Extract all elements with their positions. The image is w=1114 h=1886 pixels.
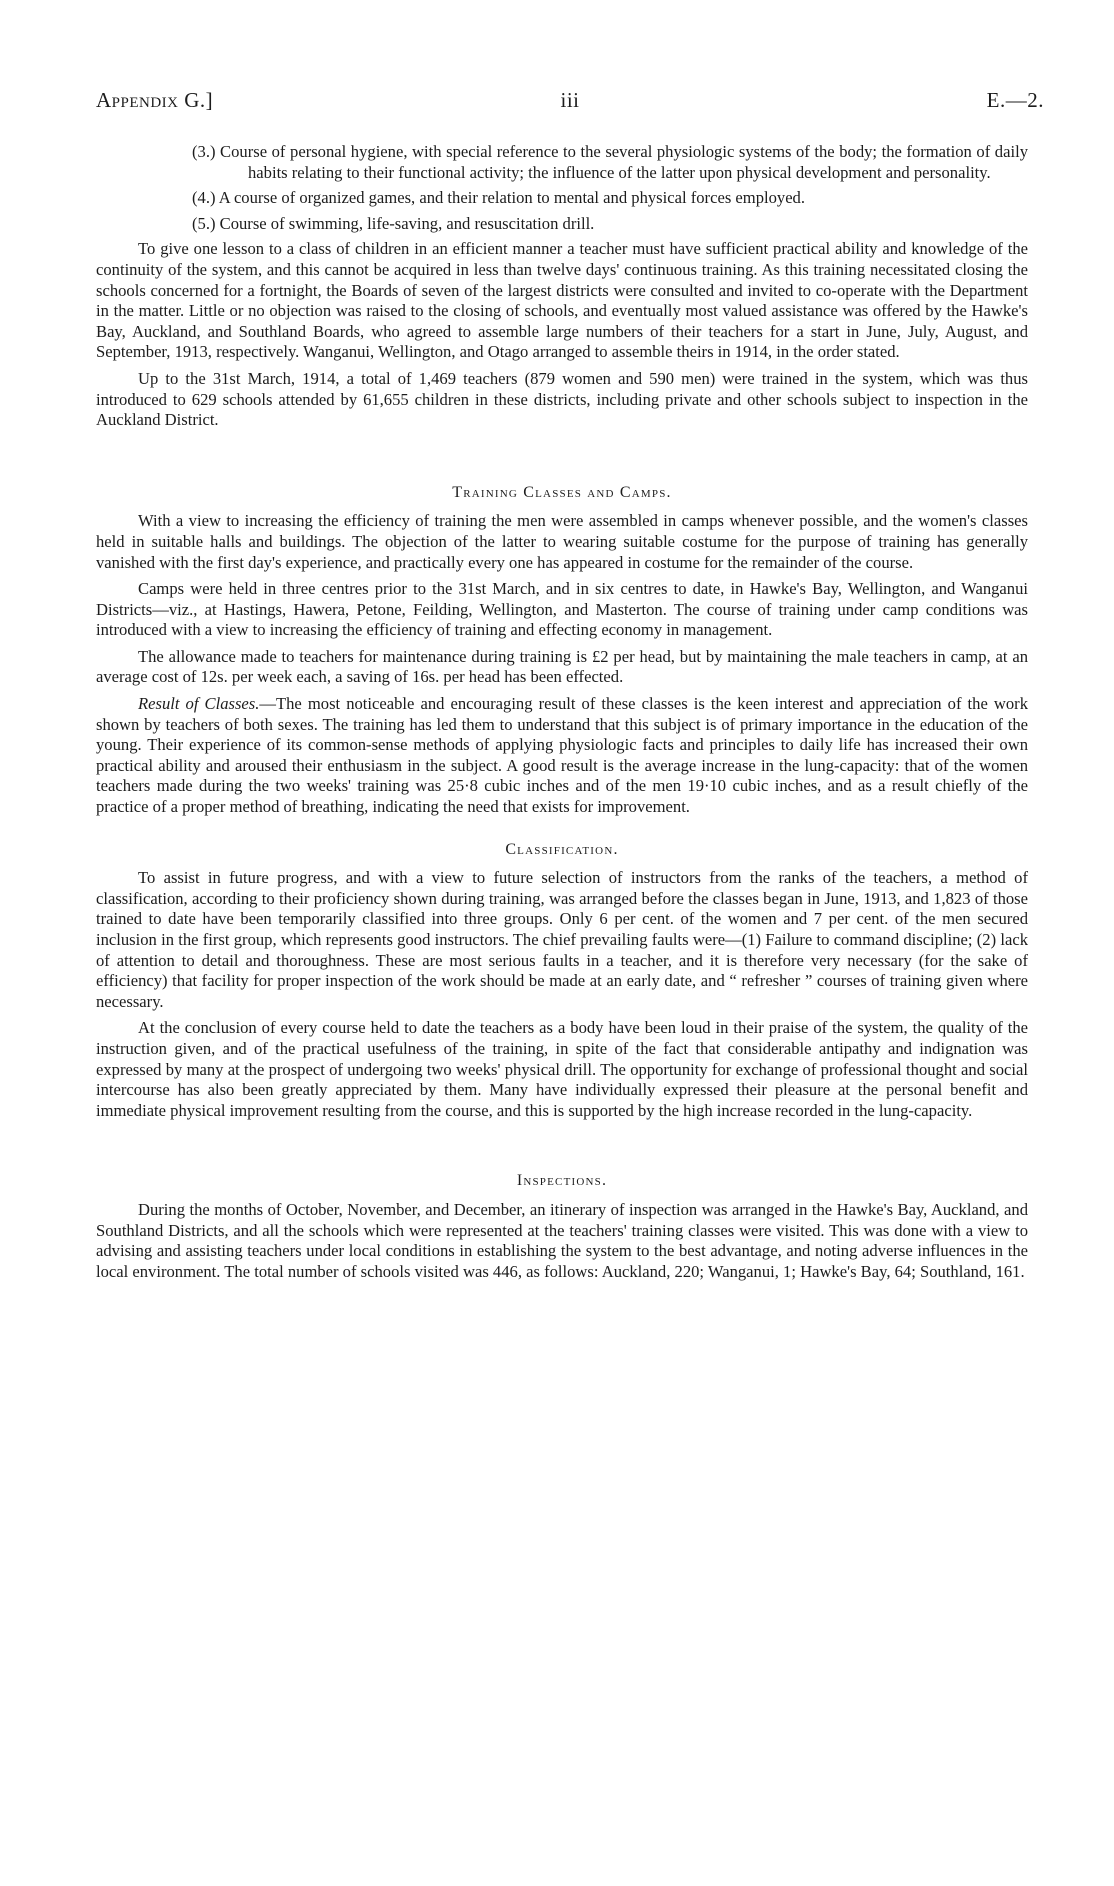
run-in-heading: Result of Classes. [138,694,260,714]
paragraph: To assist in future progress, and with a view to future selection of instructors from the ranks of the teachers, a method of classification, according to their proficiency shown during training, was arranged before the classes began in June, 1913, and 1,823 of those trained to date have been temporarily classified into three groups. Only 6 per cent. of the women and 7 per cent. of the men secured inclusion in the first group, which represents good instructors. The chief prevailing faults were—(1) Failure to command discipline; (2) lack of attention to detail and thoroughness. These are most serious faults in a teacher, and it is therefore very necessary (for the sake of efficiency) that facility for proper inspection of the work should be made at an early date, and “ refresher ” courses of training given where necessary. [96,868,1028,1011]
paragraph: During the months of October, November, and December, an itinerary of inspection was arranged in the Hawke's Bay, Auckland, and Southland Districts, and all the schools which were represented at the teachers' training classes were visited. This was done with a view to advising and assisting teachers under local conditions in establishing the system to the best advantage, and noting adverse influences in the local environment. The total number of schools visited was 446, as follows: Auckland, 220; Wanganui, 1; Hawke's Bay, 64; Southland, 161. [96,1199,1028,1281]
section-heading-inspections: Inspections. [516,1172,608,1190]
paragraph: The allowance made to teachers for maintenance during training is £2 per head, but by maintaining the male teachers in camp, at an average cost of 12s. per week each, a saving of 16s. per head has been effected. [96,646,1028,687]
page-number: iii [560,88,580,112]
paragraph: At the conclusion of every course held to date the teachers as a body have been loud in their praise of the system, the quality of the instruction given, and of the practical usefulness of the training, in spite of the fact that considerable antipathy and indignation was expressed by many at the prospect of undergoing two weeks' physical drill. The opportunity for exchange of professional thought and social intercourse has also been greatly appreciated by them. Many have individually expressed their pleasure at the personal benefit and immediate physical improvement resulting from the course, and this is supported by the high increase recorded in the lung-capacity. [96,1018,1028,1120]
list-item: (4.) A course of organized games, and their relation to mental and physical forces employed. [192,188,806,208]
paragraph-result [96,694,1028,818]
paragraph: Up to the 31st March, 1914, a total of 1,469 teachers (879 women and 590 men) were trained in the system, which was thus introduced to 629 schools attended by 61,655 children in these districts, including private and other schools subject to inspection in the Auckland District. [96,368,1028,430]
list-item: (5.) Course of swimming, life-saving, and resuscitation drill. [192,213,595,233]
section-heading-training: Training Classes and Camps. [452,483,672,501]
paragraph: Camps were held in three centres prior to the 31st March, and in six centres to date, in Hawke's Bay, Wellington, and Wanganui Districts—viz., at Hastings, Hawera, Petone, Feilding, Wellington, and Masterton. The course of training under camp conditions was introduced with a view to increasing the efficiency of training and effecting economy in management. [96,579,1028,640]
list-item: (3.) Course of personal hygiene, with special reference to the several physiologic systems of the body; the formation of daily habits relating to their functional activity; the influence of the latter upon physical development and personality. [192,142,1028,182]
paper-reference: E.—2. [986,88,1044,112]
appendix-label: Appendix G.] [96,88,214,112]
paragraph: With a view to increasing the efficiency of training the men were assembled in camps whenever possible, and the women's classes held in suitable halls and buildings. The objection of the latter to wearing suitable costume for the purpose of training has generally vanished with the first day's experience, and practically every one has appeared in costume for the remainder of the course. [96,511,1028,572]
paragraph-text: —The most noticeable and encouraging result of these classes is the keen interest and appreciation of the work shown by teachers of both sexes. The training has led them to understand that this subject is of primary importance in the education of the young. Their experience of its common-sense methods of applying physiologic facts and principles to daily life has increased their own practical ability and aroused their enthusiasm in the subject. A good result is the average increase in the lung-capacity: that of the women teachers made during the two weeks' training was 25·8 cubic inches and of the men 19·10 cubic inches, and as a result chiefly of the practice of a proper method of breathing, indicating the need that exists for improvement. [96,694,1029,817]
document-body [96,142,1028,1288]
paragraph: To give one lesson to a class of children in an efficient manner a teacher must have sufficient practical ability and knowledge of the continuity of the system, and this cannot be acquired in less than twelve days' continuous training. As this training necessitated closing the schools concerned for a fortnight, the Boards of seven of the largest districts were consulted and invited to co-operate with the Department in the matter. Little or no objection was raised to the closing of schools, and eventually most valued assistance was offered by the Hawke's Bay, Auckland, and Southland Boards, who agreed to assemble large numbers of their teachers for a start in June, July, August, and September, 1913, respectively. Wanganui, Wellington, and Otago arranged to assemble theirs in 1914, in the order stated. [96,239,1028,362]
page-header [96,88,1044,118]
section-heading-classification: Classification. [505,840,619,858]
